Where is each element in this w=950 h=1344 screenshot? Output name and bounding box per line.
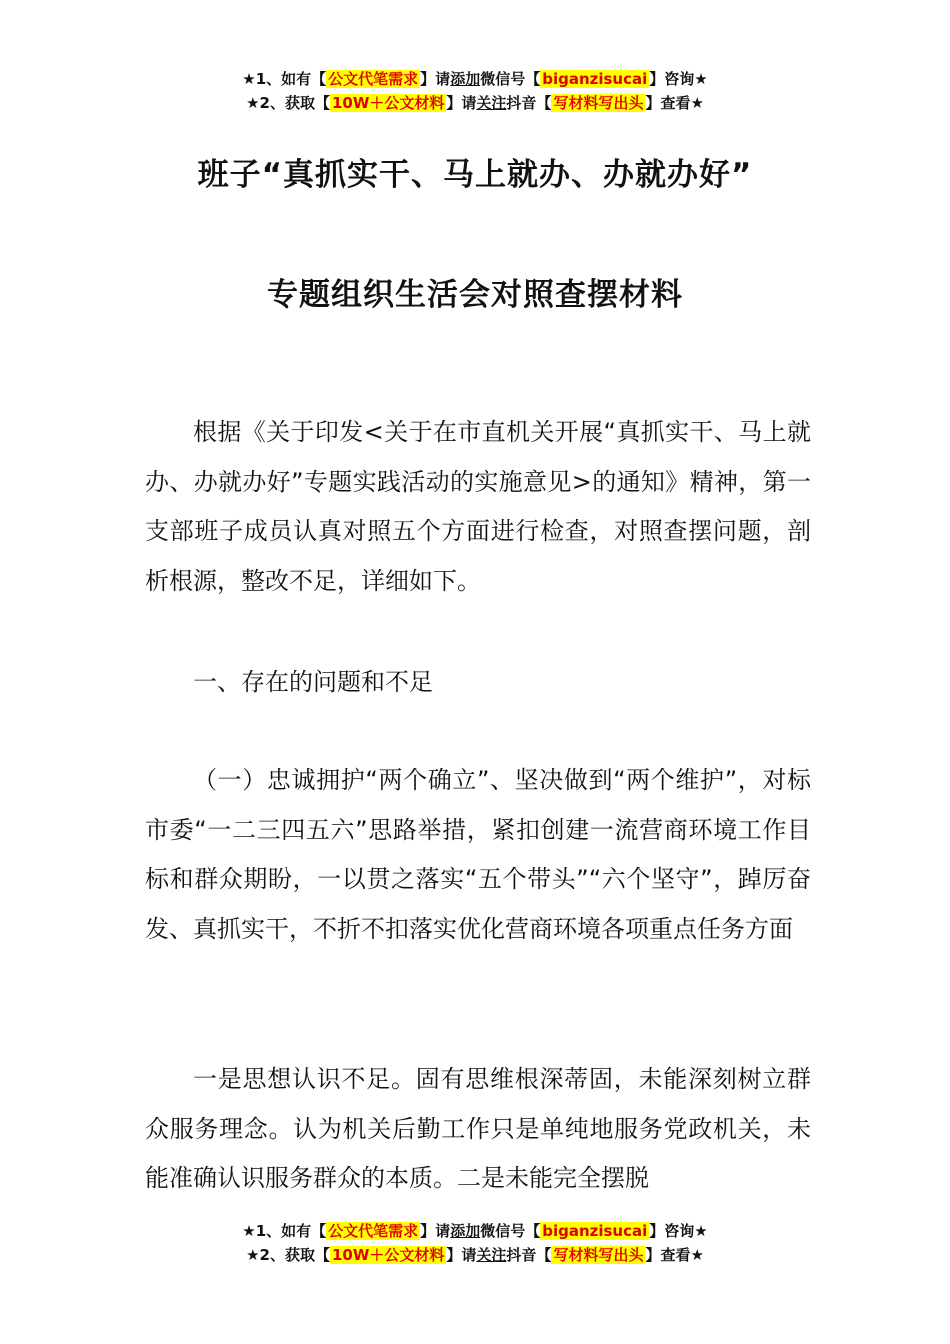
banner-text: 】请 — [420, 70, 451, 88]
banner-text: 】咨询★ — [649, 70, 708, 88]
banner-text: 】请 — [446, 94, 477, 112]
banner-underlined: 关注 — [476, 94, 507, 112]
banner-line-2 — [0, 1243, 950, 1267]
banner-text: 微信号【 — [480, 70, 541, 88]
banner-highlight: biganzisucai — [542, 1222, 648, 1240]
banner-highlight: 写材料写出头 — [553, 1246, 644, 1264]
banner-text: 】请 — [420, 1222, 451, 1240]
banner-underlined: 关注 — [476, 1246, 507, 1264]
banner-line-1 — [0, 67, 950, 91]
banner-text: ★2、获取【 — [246, 1246, 330, 1264]
banner-text: ★1、如有【 — [242, 1222, 327, 1240]
banner-underlined: 添加 — [450, 70, 481, 88]
paragraph-point-1: 一是思想认识不足。固有思维根深蒂固，未能深刻树立群众服务理念。认为机关后勤工作只是单纯地服务党政机关，未能准确认识服务群众的本质。二是未能完全摆脱 — [145, 1065, 811, 1192]
subsection-heading-1: （一）忠诚拥护“两个确立”、坚决做到“两个维护”，对标市委“一二三四五六”思路举措，紧扣创建一流营商环境工作目标和群众期盼，一以贯之落实“五个带头”“六个坚守”，踔厉奋发、真抓实干，不折不扣落实优化营商环境各项重点任务方面 — [145, 766, 811, 943]
document-title-line-2: 专题组织生活会对照查摆材料 — [267, 277, 683, 313]
paragraph-intro: 根据《关于印发<关于在市直机关开展“真抓实干、马上就办、办就办好”专题实践活动的实施意见>的通知》精神，第一支部班子成员认真对照五个方面进行检查，对照查摆问题，剖析根源，整改不足，详细如下。 — [145, 418, 811, 595]
section-heading-1: 一、存在的问题和不足 — [193, 668, 433, 696]
banner-highlight: 公文代笔需求 — [328, 1222, 419, 1240]
footer-banner — [0, 1219, 950, 1267]
header-banner — [0, 67, 950, 115]
document-title-line-1: 班子“真抓实干、马上就办、办就办好” — [197, 157, 753, 193]
banner-text: ★1、如有【 — [242, 70, 327, 88]
banner-line-1 — [0, 1219, 950, 1243]
banner-text: 抖音【 — [506, 1246, 552, 1264]
banner-underlined: 添加 — [450, 1222, 481, 1240]
banner-text: ★2、获取【 — [246, 94, 330, 112]
banner-highlight: 写材料写出头 — [553, 94, 644, 112]
banner-text: 抖音【 — [506, 94, 552, 112]
banner-text: 】咨询★ — [649, 1222, 708, 1240]
banner-text: 微信号【 — [480, 1222, 541, 1240]
banner-highlight: biganzisucai — [542, 70, 648, 88]
banner-text: 】请 — [446, 1246, 477, 1264]
banner-highlight: 公文代笔需求 — [328, 70, 419, 88]
banner-text: 】查看★ — [645, 94, 704, 112]
banner-highlight: 10W＋公文材料 — [331, 1246, 445, 1264]
banner-text: 】查看★ — [645, 1246, 704, 1264]
banner-line-2 — [0, 91, 950, 115]
banner-highlight: 10W＋公文材料 — [331, 94, 445, 112]
